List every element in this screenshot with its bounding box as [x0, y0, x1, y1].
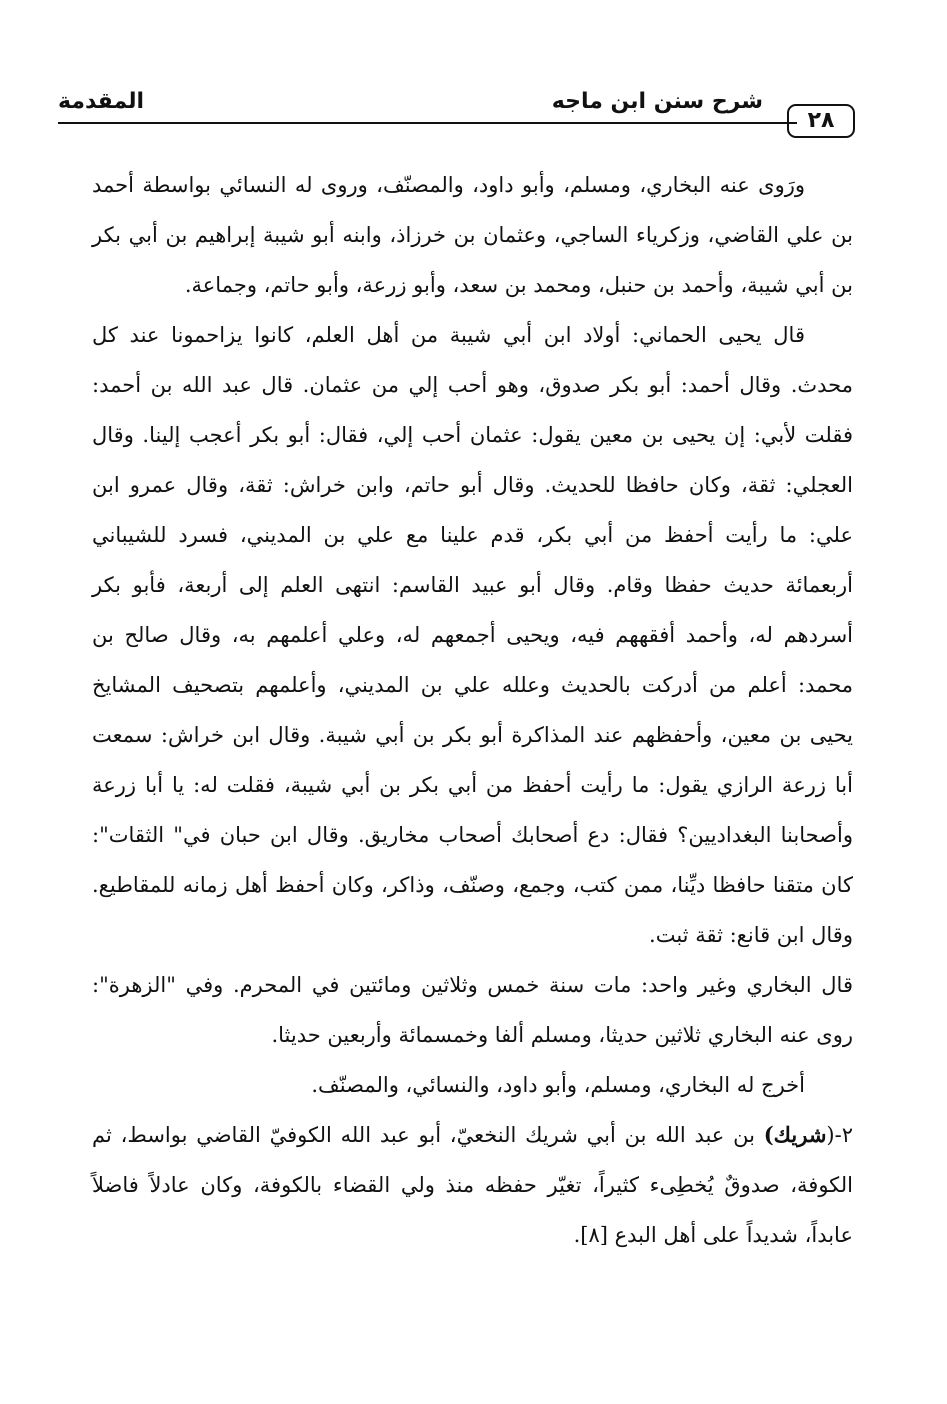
page-header — [58, 82, 855, 142]
page-number: ٢٨ — [787, 104, 855, 138]
paragraph-collectors: أخرج له البخاري، ومسلم، وأبو داود، والنسائي، والمصنّف. — [311, 1073, 805, 1097]
paragraph-narrators: ورَوى عنه البخاري، ومسلم، وأبو داود، والمصنّف، وروى له النسائي بواسطة أحمد بن علي القاضي، وزكرياء الساجي، وعثمان بن خرزاذ، وابنه أبو شيبة إبراهيم بن أبي بكر بن أبي شيبة، وأحمد بن حنبل، ومحمد بن سعد، وأبو زرعة، وأبو حاتم، وجماعة. — [92, 173, 853, 297]
narrator-number: ٢-( — [826, 1123, 853, 1147]
paragraph-scholar-opinions: قال يحيى الحماني: أولاد ابن أبي شيبة من أهل العلم، كانوا يزاحمونا عند كل محدث. وقال أحمد: أبو بكر صدوق، وهو أحب إلي من عثمان. قال عبد الله بن أحمد: فقلت لأبي: إن يحيى بن معين يقول: عثمان أحب إلي، فقال: أبو بكر أعجب إلينا. وقال العجلي: ثقة، وكان حافظا للحديث. وقال أبو حاتم، وابن خراش: ثقة، وقال عمرو ابن علي: ما رأيت أحفظ من أبي بكر، قدم علينا مع علي بن المديني، فسرد للشيباني أربعمائة حديث حفظا وقام. وقال أبو عبيد القاسم: انتهى العلم إلى أربعة، فأبو بكر أسردهم له، وأحمد أفقههم فيه، ويحيى أجمعهم له، وعلي أعلمهم به، وقال صالح بن محمد: أعلم من أدركت بالحديث وعلله علي بن المديني، وأعلمهم بتصحيف المشايخ يحيى بن معين، وأحفظهم عند المذاكرة أبو بكر بن أبي شيبة. وقال ابن خراش: سمعت أبا زرعة الرازي يقول: ما رأيت أحفظ من أبي بكر بن أبي شيبة، فقلت له: يا أبا زرعة وأصحابنا البغداديين؟ فقال: دع أصحابك أصحاب مخاريق. وقال ابن حبان في" الثقات": كان متقنا حافظا ديِّنا، ممن كتب، وجمع، وصنّف، وذاكر، وكان أحفظ أهل زمانه للمقاطيع. وقال ابن قانع: ثقة ثبت. — [92, 323, 853, 947]
header-divider — [58, 122, 797, 124]
page-body — [92, 160, 853, 1260]
narrator-name: شريك) — [763, 1122, 827, 1147]
narrator-description: بن عبد الله بن أبي شريك النخعيّ، أبو عبد الله الكوفيّ القاضي بواسط، ثم الكوفة، صدوقٌ يُخطِىء كثيراً، تغيّر حفظه منذ ولي القضاء بالكوفة، وكان عادلاً فاضلاً عابداً، شديداً على أهل البدع [٨]. — [92, 1123, 853, 1247]
narrator-entry — [92, 1110, 853, 1260]
paragraph-death: قال البخاري وغير واحد: مات سنة خمس وثلاثين ومائتين في المحرم. وفي "الزهرة": روى عنه البخاري ثلاثين حديثا، ومسلم ألفا وخمسمائة وأربعين حديثا. — [92, 973, 853, 1047]
book-title: شرح سنن ابن ماجه — [551, 89, 763, 114]
section-title: المقدمة — [58, 89, 145, 114]
